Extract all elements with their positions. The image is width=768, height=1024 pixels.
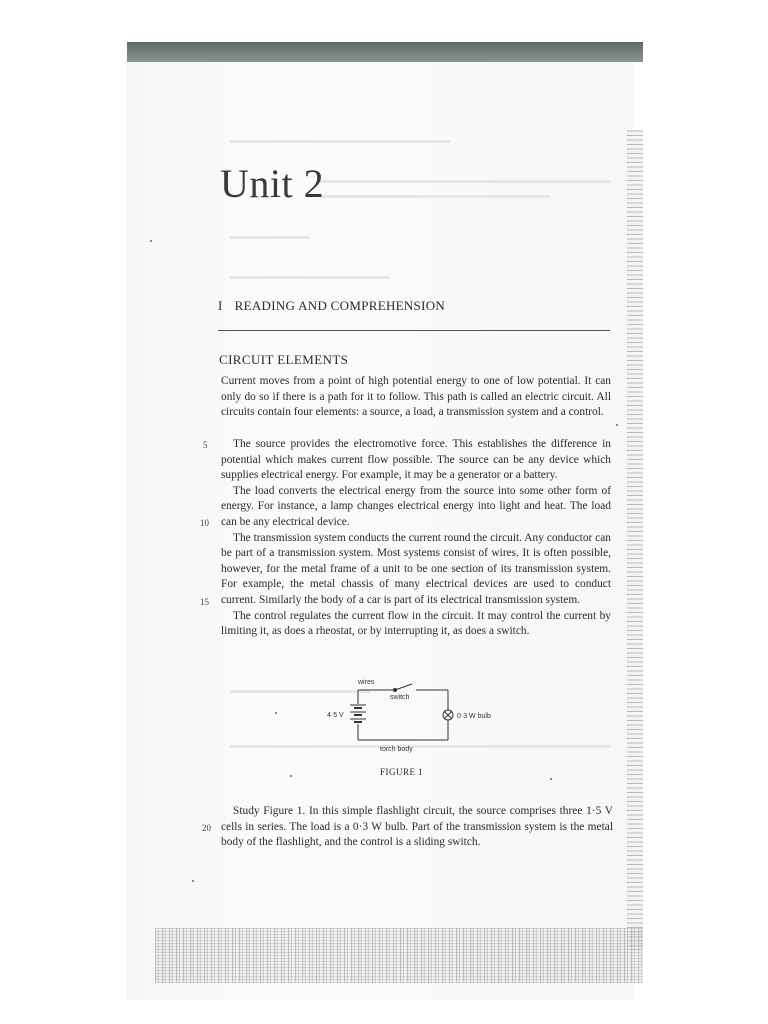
line-number-20: 20 xyxy=(202,823,211,833)
scan-speck xyxy=(550,778,552,780)
label-voltage: 4·5 V xyxy=(327,712,344,719)
paragraph-source: The source provides the electromotive force. This establishes the difference in potential which makes current flow possible. The source can be any device which supplies electrical energy. For example, it may be a generator or a battery. xyxy=(221,438,611,482)
switch-lever xyxy=(395,684,412,690)
scan-noise-bottom xyxy=(155,928,643,983)
scan-speck xyxy=(275,712,277,714)
line-number-15: 15 xyxy=(200,597,209,607)
scan-speck xyxy=(290,775,292,777)
section-rule xyxy=(218,330,610,331)
scan-speck xyxy=(150,240,152,242)
section-heading xyxy=(218,298,445,314)
body-paragraphs xyxy=(221,437,611,640)
show-through-line xyxy=(230,276,390,279)
paragraph-control: The control regulates the current flow in the circuit. It may control the current by limiting it, as does a rheostat, or by interrupting it, as does a switch. xyxy=(221,609,611,638)
intro-paragraph: Current moves from a point of high potential energy to one of low potential. It can only do so if there is a path for it to follow. This path is called an electric circuit. All circuits contain four elements: a source, a load, a transmission system and a control. xyxy=(221,375,611,419)
show-through-line xyxy=(230,140,450,143)
scanner-top-band xyxy=(127,42,643,62)
label-wires: wires xyxy=(358,679,375,686)
paragraph-transmission: The transmission system conducts the current round the circuit. Any conductor can be part of a transmission system. Most systems consist of wires. It is often possible, however, for the metal frame of a unit to be one section of its transmission system. For example, the metal chassis of many electrical devices are used to conduct current. Similarly the body of a car is part of its electrical transmission system. xyxy=(221,531,611,606)
paragraph-load: The load converts the electrical energy from the source into some other form of energy. For instance, a lamp changes electrical energy into light and heat. The load can be any electrical device. xyxy=(221,484,611,528)
scan-speck xyxy=(616,424,618,426)
show-through-line xyxy=(320,180,610,183)
section-title: READING AND COMPREHENSION xyxy=(234,298,446,313)
battery-icon xyxy=(350,705,366,722)
show-through-line xyxy=(320,195,550,198)
closing-paragraph-text: Study Figure 1. In this simple flashlight circuit, the source comprises three 1·5 V cells in series. The load is a 0·3 W bulb. Part of the transmission system is the metal body of the flashlight, and the control is a sliding switch. xyxy=(221,805,613,849)
line-number-5: 5 xyxy=(203,440,208,450)
line-number-10: 10 xyxy=(200,518,209,528)
show-through-line xyxy=(230,236,310,239)
label-bulb: 0·3 W bulb xyxy=(457,713,491,720)
closing-paragraph xyxy=(221,804,613,851)
scan-speck xyxy=(192,880,194,882)
page-edge-shadow xyxy=(627,130,643,950)
figure-caption: FIGURE 1 xyxy=(380,767,424,777)
label-switch: switch xyxy=(390,694,410,701)
unit-title: Unit 2 xyxy=(220,161,325,206)
section-number: I xyxy=(218,298,223,313)
circuit-diagram xyxy=(300,672,520,762)
label-torch-body: torch body xyxy=(380,746,413,753)
subsection-title: CIRCUIT ELEMENTS xyxy=(219,352,349,367)
switch-pivot xyxy=(394,689,397,692)
